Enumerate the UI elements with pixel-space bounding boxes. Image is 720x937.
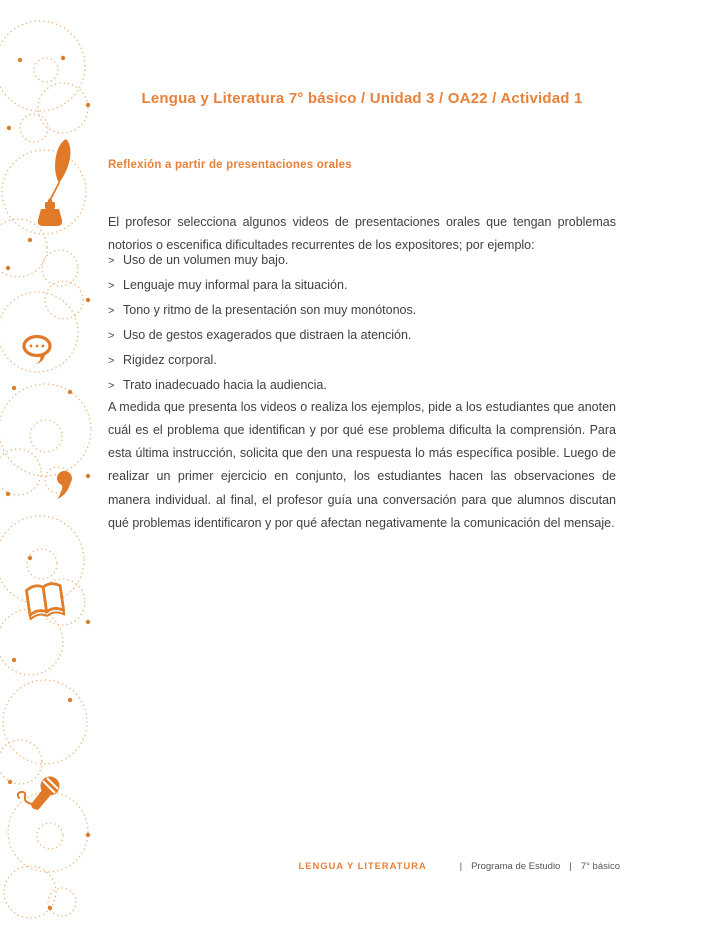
footer-brand: LENGUA Y LITERATURA [298, 861, 427, 872]
bullet-marker: > [108, 305, 115, 317]
closing-paragraph: A medida que presenta los videos o realiza los ejemplos, pide a los estudiantes que anoten cuál es el problema que identifican y por qué ese problema dificulta la comprensión. Para esta última instrucción, solicita que den una respuesta lo más específica posible. Luego de realizar un primer ejercicio en conjunto, los estudiantes hacen las observaciones de manera individual. al final, el profesor guía una conversación para que alumnos discutan qué problemas identificaron y por qué afectan negativamente la comunicación del mensaje. [108, 399, 616, 530]
bullet-marker: > [108, 330, 115, 342]
problem-examples-list [108, 248, 616, 398]
microphone-icon [18, 777, 60, 811]
list-item [108, 348, 616, 373]
page-title: Lengua y Literatura 7° básico / Unidad 3 / OA22 / Actividad 1 [141, 90, 583, 107]
activity-section-title: Reflexión a partir de presentaciones orales [108, 159, 352, 171]
list-item-text: Lenguaje muy informal para la situación. [123, 278, 348, 292]
list-item [108, 298, 616, 323]
decorative-margin [0, 0, 96, 932]
list-item-text: Uso de un volumen muy bajo. [123, 253, 289, 267]
list-item [108, 273, 616, 298]
speech-bubble-icon [24, 337, 50, 365]
list-item-text: Trato inadecuado hacia la audiencia. [123, 378, 327, 392]
list-item [108, 248, 616, 273]
bullet-marker: > [108, 355, 115, 367]
footer-program: Programa de Estudio [471, 861, 561, 872]
bullet-marker: > [108, 280, 115, 292]
open-book-icon [26, 583, 64, 620]
footer-separator: | [459, 861, 463, 872]
margin-ornaments [0, 0, 96, 932]
list-item [108, 373, 616, 398]
footer-separator: | [569, 861, 572, 872]
list-item [108, 323, 616, 348]
footer-grade: 7° básico [580, 861, 620, 872]
list-item-text: Rigidez corporal. [123, 353, 217, 367]
bullet-marker: > [108, 255, 115, 267]
bullet-marker: > [108, 380, 115, 392]
inkwell-icon [38, 199, 62, 226]
comma-icon [57, 471, 72, 499]
list-item-text: Tono y ritmo de la presentación son muy monótonos. [123, 303, 417, 317]
page-footer [0, 861, 620, 872]
intro-paragraph: El profesor selecciona algunos videos de presentaciones orales que tengan problemas notorios o escenifica dificultades recurrentes de los expositores; por ejemplo: [108, 214, 616, 252]
quill-icon [50, 139, 70, 200]
list-item-text: Uso de gestos exagerados que distraen la atención. [123, 328, 412, 342]
